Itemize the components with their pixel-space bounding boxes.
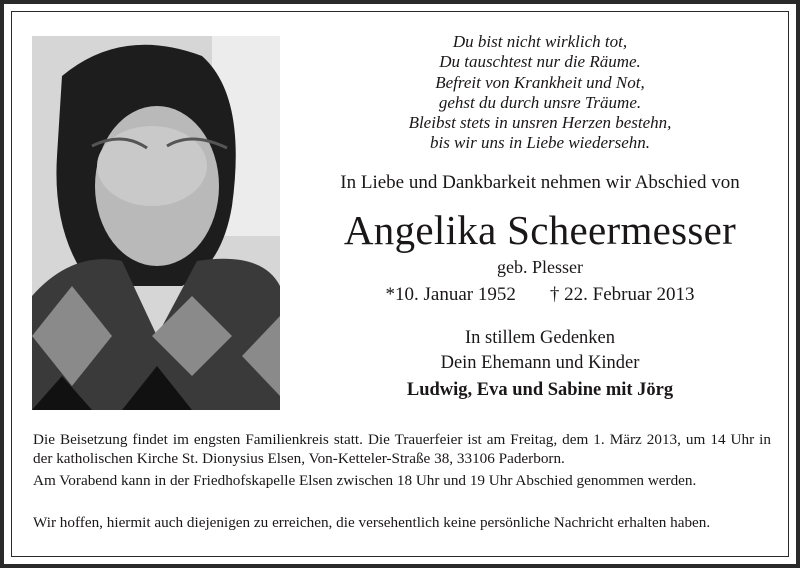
poem [300,32,780,154]
deceased-name: Angelika Scheermesser [343,207,737,253]
poem-line: Bleibst stets in unsren Herzen bestehn, [408,113,672,133]
birth-date: *10. Januar 1952 [385,284,516,305]
poem-line: Du tauschtest nur die Räume. [439,52,641,72]
notice-remark: Wir hoffen, hiermit auch diejenigen zu erreichen, die versehentlich keine persönliche Nachricht erhalten haben. [33,514,711,531]
mourners-line2: Dein Ehemann und Kinder [440,353,640,373]
farewell-info: Am Vorabend kann in der Friedhofskapelle Elsen zwischen 18 Uhr und 19 Uhr Abschied genommen werden. [33,472,697,489]
funeral-info: Die Beisetzung findet im engsten Familienkreis statt. Die Trauerfeier ist am Freitag, dem 1. März 2013, um 14 Uhr in der katholischen Kirche St. Dionysius Elsen, Von-Ketteler-Straße 38, 33106 Paderborn. [33,431,771,467]
portrait-image [32,36,280,410]
mourners-names: Ludwig, Eva und Sabine mit Jörg [406,380,674,400]
intro-text: In Liebe und Dankbarkeit nehmen wir Abschied von [340,172,740,193]
poem-line: Befreit von Krankheit und Not, [435,72,645,92]
poem-line: bis wir uns in Liebe wiedersehn. [429,133,651,153]
poem-line: gehst du durch unsre Träume. [438,92,642,112]
birth-name: geb. Plesser [497,257,583,277]
poem-line: Du bist nicht wirklich tot, [452,32,628,51]
portrait-photo [32,36,280,410]
life-dates [300,284,780,306]
death-date: † 22. Februar 2013 [549,284,695,305]
mourners-line1: In stillem Gedenken [464,328,615,348]
